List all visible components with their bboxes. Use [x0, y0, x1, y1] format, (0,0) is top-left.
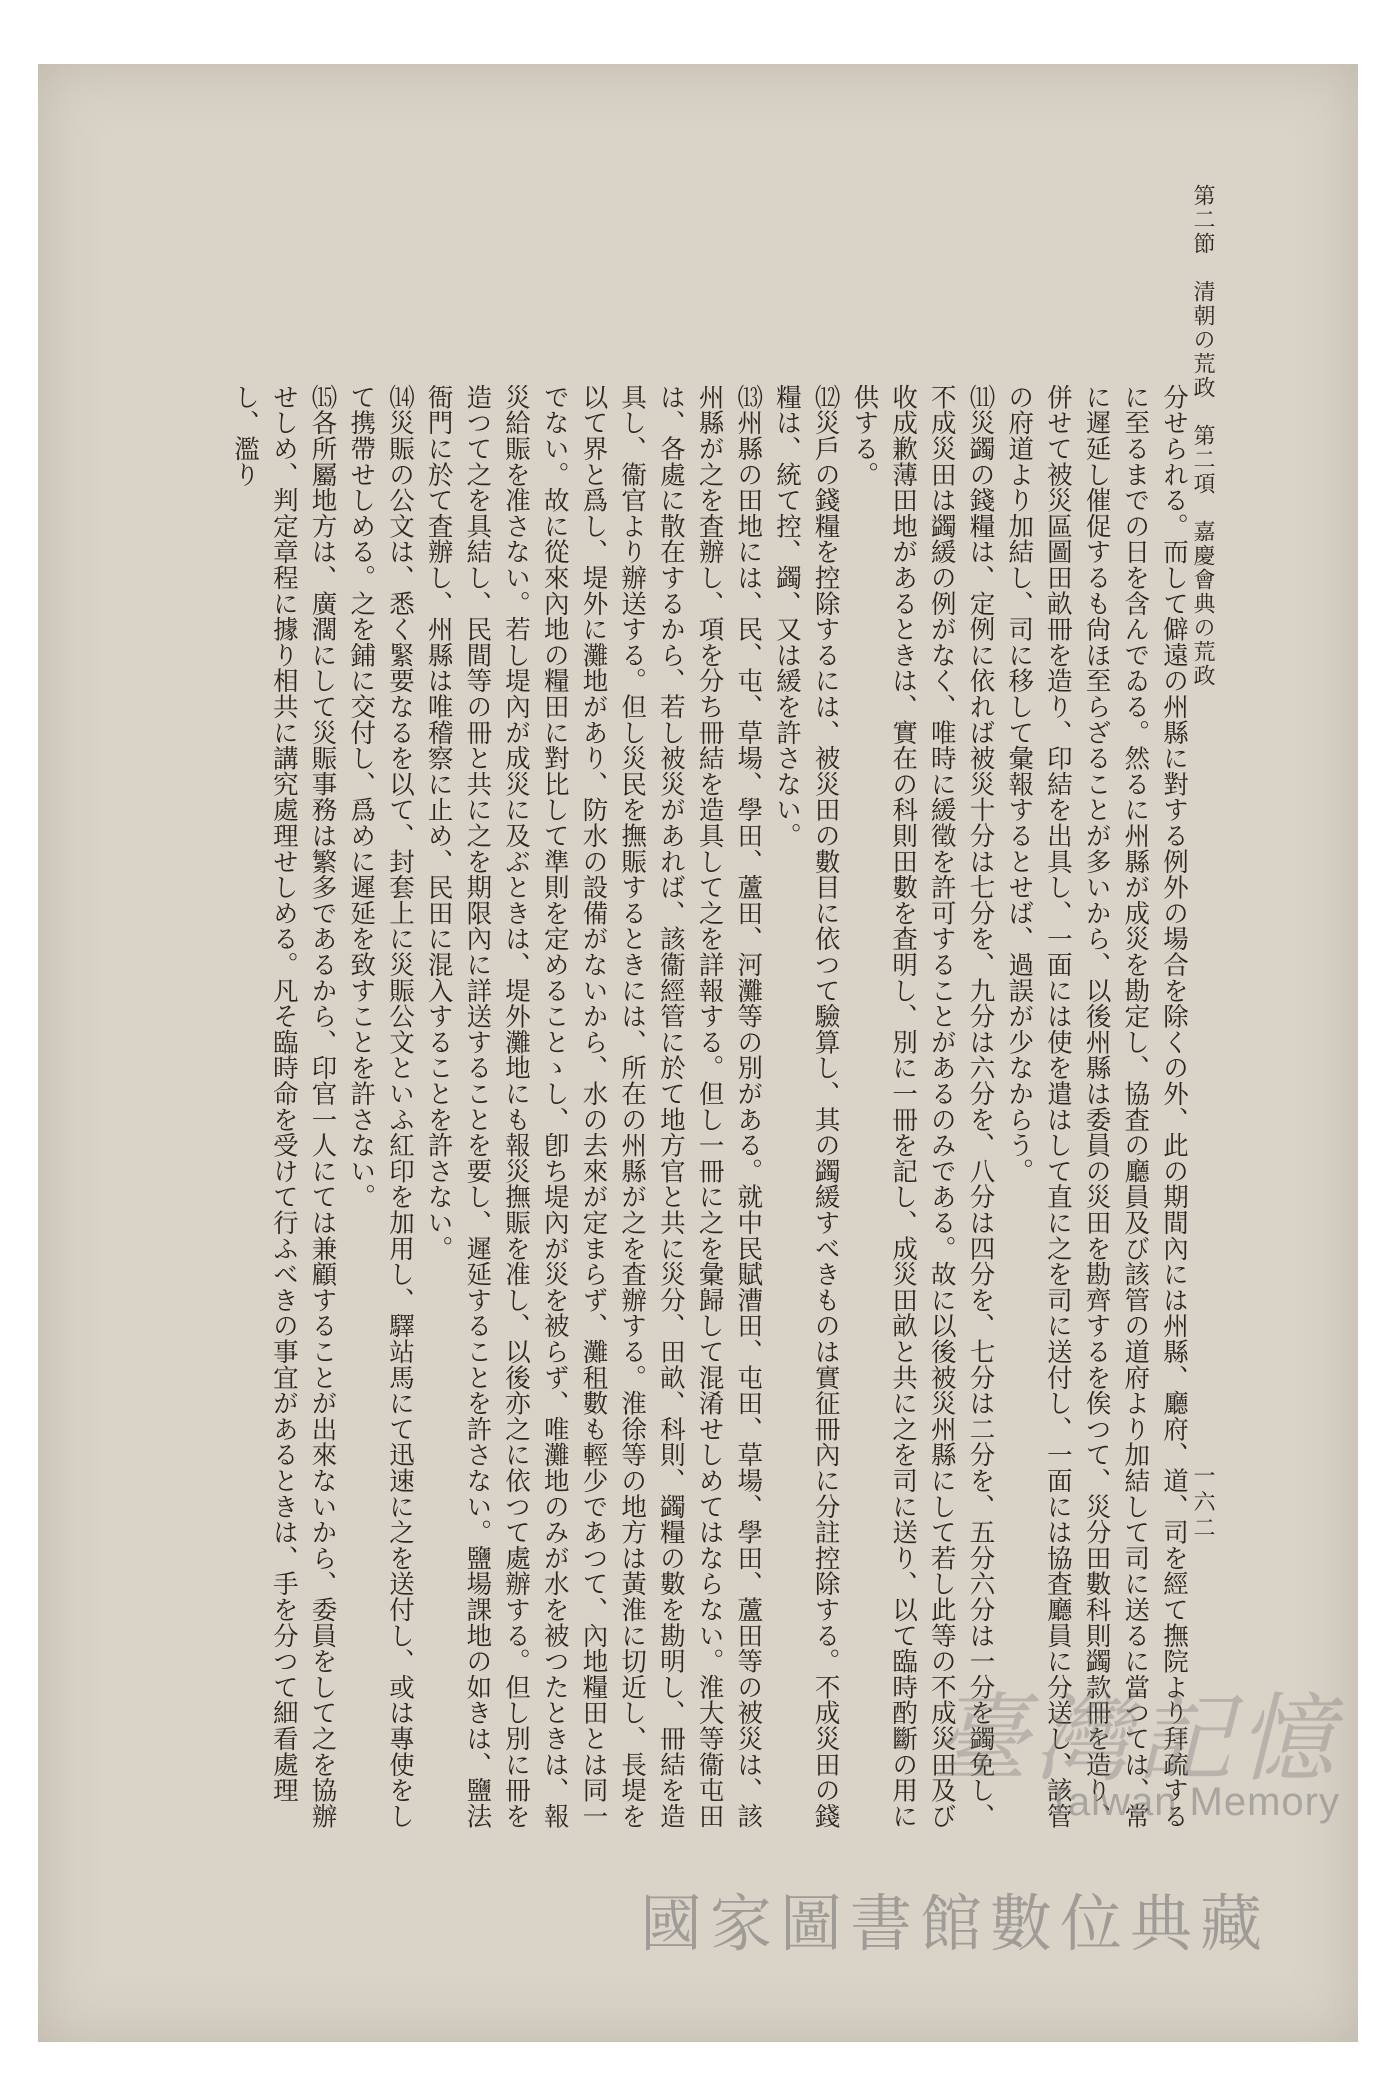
paragraph: ⑿災戶の錢糧を控除するには、被災田の數目に依つて驗算し、其の蠲緩すべきものは實征冊內に分註控除する。不成災田の錢糧は、統て控、蠲、又は緩を許さない。	[771, 384, 841, 1829]
watermark-english: Taiwan Memory	[1046, 1780, 1340, 1824]
running-header: 第二節 清朝の荒政 第二項 嘉慶會典の荒政	[1190, 184, 1215, 688]
watermark-script: 臺灣記憶	[932, 1686, 1340, 1793]
paragraph: 分せられる。而して僻遠の州縣に對する例外の場合を除くの外、此の期間內には州縣、廳府、道、司を經て撫院より拜疏するに至るまでの日を含んでゐる。然るに州縣が成災を勘定し、協査の廳員及び該管の道府より加結して司に送るに當つては、常に遲延し催促するも尙ほ至らざることが多いから、以後州縣は委員の災田を勘齊するを俟つて、災分田數科則蠲款冊を造り、併せて被災區圖田畝冊を造り、印結を出具し、一面には使を遣はして直に之を司に送付し、一面には協査廳員に分送し、該管の府道より加結し、司に移して彙報するとせば、過誤が少なからう。	[1004, 384, 1189, 1829]
paragraph: ⒁災賑の公文は、悉く緊要なるを以て、封套上に災賑公文といふ紅印を加用し、驛站馬にて迅速に之を送付し、或は專使をして携帶せしめる。之を鋪に交付し、爲めに遲延を致すことを許さない。	[346, 384, 415, 1829]
library-watermark	[640, 1686, 1340, 1959]
paragraph: ⒂各所屬地方は、廣濶にして災賑事務は繁多であるから、印官一人にては兼顧することが出來ないから、委員をして之を協辦せしめ、判定章程に據り相共に講究處理せしめる。凡そ臨時命を受けて行ふべきの事宜があるときは、手を分つて細看處理し、濫り	[230, 384, 338, 1829]
paragraph: ⑾災蠲の錢糧は、定例に依れば被災十分は七分を、九分は六分を、八分は四分を、七分は二分を、五分六分は一分を蠲免し、不成災田は蠲緩の例がなく、唯時に緩徵を許可することがあるのみである。故に以後被災州縣にして若し此等の不成災田及び收成歉薄田地があるときは、實在の科則田數を査明し、別に一冊を記し、成災田畝と共に之を司に送り、以て臨時酌斷の用に供する。	[849, 384, 996, 1829]
watermark-chinese: 國家圖書館數位典藏	[640, 1890, 1271, 1959]
body-text	[225, 384, 1193, 1834]
paragraph: ⒀州縣の田地には、民、屯、草場、學田、蘆田、河灘等の別がある。就中民賦漕田、屯田、草場、學田、蘆田等の被災は、該州縣が之を査辦し、項を分ち冊結を造具して之を詳報する。但し一冊に之を彙歸して混淆せしめてはならない。淮大等衞屯田は、各處に散在するから、若し被災があれば、該衞經管に於て地方官と共に災分、田畝、科則、蠲糧の數を勘明し、冊結を造具し、衞官より辦送する。但し災民を撫賑するときには、所在の州縣が之を査辦する。淮徐等の地方は黃淮に切近し、長堤を以て界と爲し、堤外に灘地があり、防水の設備がないから、水の去來が定まらず、灘租數も輕少であつて、內地糧田とは同一でない。故に從來內地の糧田に對比して準則を定めることゝし、卽ち堤內が災を被らず、唯灘地のみが水を被つたときは、報災給賑を准さない。若し堤內が成災に及ぶときは、堤外灘地にも報災撫賑を准し、以後亦之に依つて處辦する。但し別に冊を造つて之を具結し、民間等の冊と共に之を期限內に詳送することを要し、遲延することを許さない。鹽場課地の如きは、鹽法衙門に於て査辦し、州縣は唯稽察に止め、民田に混入することを許さない。	[423, 384, 764, 1829]
page-number: 一六二	[1190, 1464, 1215, 1542]
